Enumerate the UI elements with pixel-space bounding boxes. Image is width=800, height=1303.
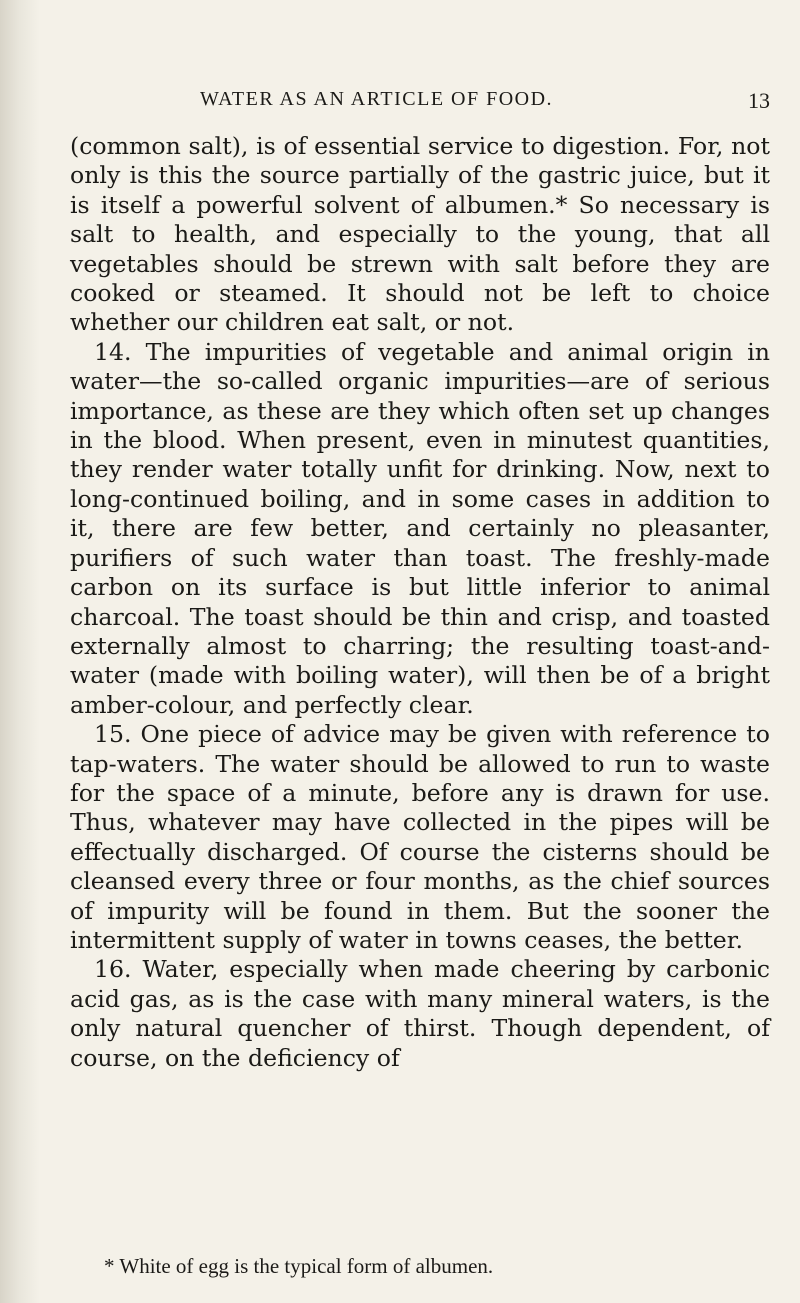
paragraph-16: 16. Water, especially when made cheering by carbonic acid gas, as is the case with many mineral waters, is the only natural quencher of thirst. Though dependent, of course, on the deficiency of [70,955,770,1072]
running-head: WATER AS AN ARTICLE OF FOOD. [200,88,554,110]
body-text [70,132,770,1073]
page-header [70,88,770,118]
footnote: * White of egg is the typical form of albumen. [104,1254,494,1278]
paragraph-15: 15. One piece of advice may be given with reference to tap-waters. The water should be allowed to run to waste for the space of a minute, before any is drawn for use. Thus, whatever may have collected in the pipes will be effectually discharged. Of course the cisterns should be cleansed every three or four months, as the chief sources of impurity will be found in them. But the sooner the intermittent supply of water in towns ceases, the better. [70,720,770,954]
paragraph-continuation: (common salt), is of essential service to digestion. For, not only is this the source partially of the gastric juice, but it is itself a powerful solvent of albumen.* So necessary is salt to health, and especially to the young, that all vegetables should be strewn with salt before they are cooked or steamed. It should not be left to choice whether our children eat salt, or not. [70,132,770,337]
page-number: 13 [748,88,770,113]
page-gutter-shadow [0,0,40,1303]
paragraph-14: 14. The impurities of vegetable and animal origin in water—the so-called organic impurities—are of serious importance, as these are they which often set up changes in the blood. When present, even in minutest quantities, they render water totally unfit for drinking. Now, next to long-continued boiling, and in some cases in addition to it, there are few better, and certainly no pleasanter, purifiers of such water than toast. The freshly-made carbon on its surface is but little inferior to animal charcoal. The toast should be thin and crisp, and toasted externally almost to charring; the resulting toast-and-water (made with boiling water), will then be of a bright amber-colour, and perfectly clear. [70,337,770,719]
